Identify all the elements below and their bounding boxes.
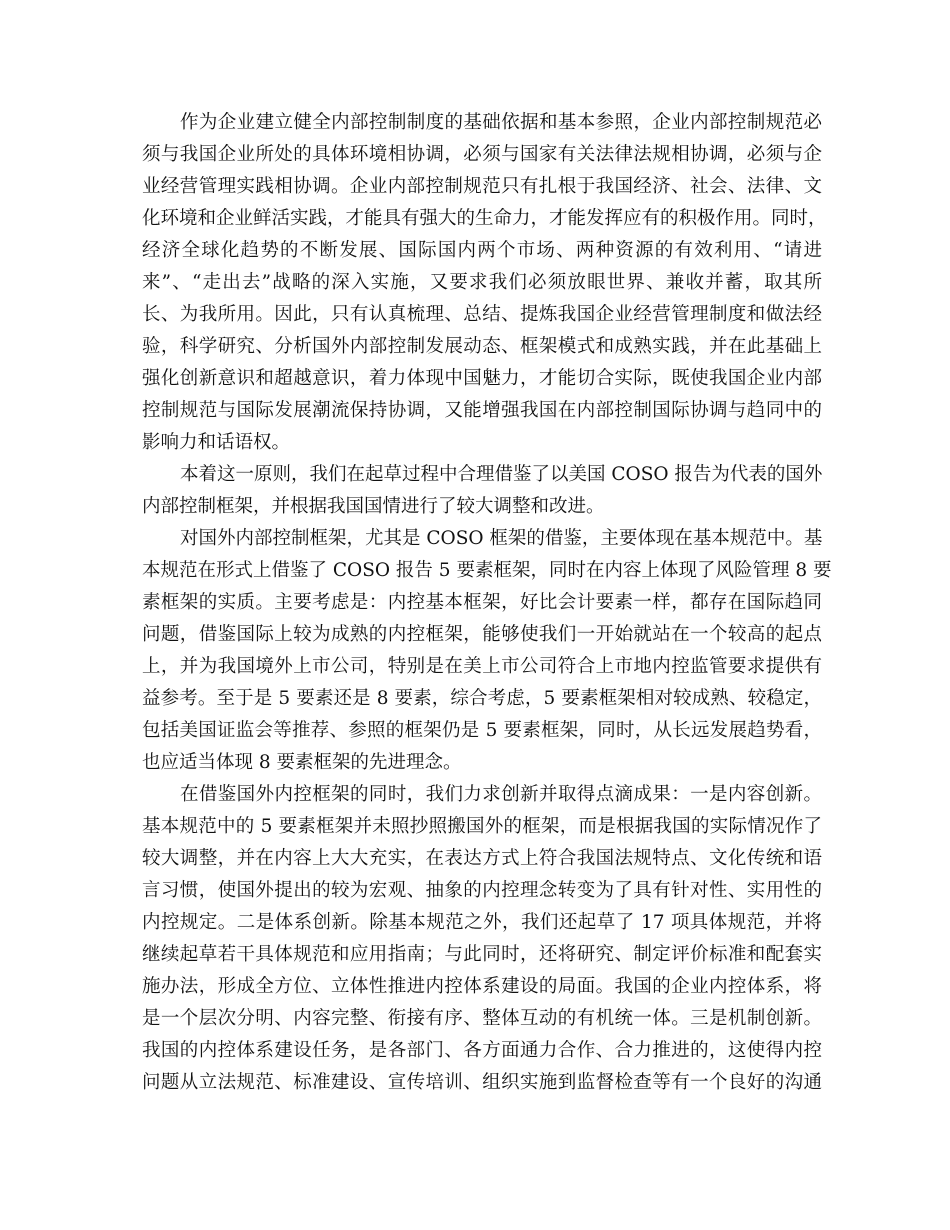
text-line: 我国的内控体系建设任务，是各部门、各方面通力合作、合力推进的，这使得内控 [142,1040,822,1061]
text-line: 来”、“走出去”战略的深入实施，又要求我们必须放眼世界、兼收并蓄，取其所 [142,272,822,293]
text-line: 内控规定。二是体系创新。除基本规范之外，我们还起草了 17 项具体规范，并将 [142,912,822,933]
text-line: 问题从立法规范、标准建设、宣传培训、组织实施到监督检查等有一个良好的沟通 [142,1072,822,1093]
text-line: 基本规范中的 5 要素框架并未照抄照搬国外的框架，而是根据我国的实际情况作了 [142,816,822,837]
text-line: 对国外内部控制框架，尤其是 COSO 框架的借鉴，主要体现在基本规范中。基 [180,528,823,549]
text-line: 是一个层次分明、内容完整、衔接有序、整体互动的有机统一体。三是机制创新。 [142,1008,822,1029]
text-line: 较大调整，并在内容上大大充实，在表达方式上符合我国法规特点、文化传统和语 [142,848,822,869]
text-line: 也应适当体现 8 要素框架的先进理念。 [142,752,462,773]
text-line: 验，科学研究、分析国外内部控制发展动态、框架模式和成熟实践，并在此基础上 [142,336,822,357]
text-line: 包括美国证监会等推荐、参照的框架仍是 5 要素框架，同时，从长远发展趋势看， [142,720,822,741]
text-line: 言习惯，使国外提出的较为宏观、抽象的内控理念转变为了具有针对性、实用性的 [142,880,822,901]
text-line: 作为企业建立健全内部控制制度的基础依据和基本参照，企业内部控制规范必 [180,112,822,133]
text-line: 经济全球化趋势的不断发展、国际国内两个市场、两种资源的有效利用、“请进 [142,240,822,261]
text-line: 业经营管理实践相协调。企业内部控制规范只有扎根于我国经济、社会、法律、文 [142,176,822,197]
paragraph [142,779,822,1099]
text-line: 施办法，形成全方位、立体性推进内控体系建设的局面。我国的企业内控体系，将 [142,976,822,997]
text-line: 在借鉴国外内控框架的同时，我们力求创新并取得点滴成果：一是内容创新。 [180,784,822,805]
text-line: 内部控制框架，并根据我国国情进行了较大调整和改进。 [142,496,605,517]
paragraph [142,459,822,523]
paragraph [142,523,832,779]
text-line: 素框架的实质。主要考虑是：内控基本框架，好比会计要素一样，都存在国际趋同 [142,592,822,613]
text-line: 化环境和企业鲜活实践，才能具有强大的生命力，才能发挥应有的积极作用。同时， [142,208,827,229]
text-line: 控制规范与国际发展潮流保持协调，又能增强我国在内部控制国际协调与趋同中的 [142,400,822,421]
text-line: 本规范在形式上借鉴了 COSO 报告 5 要素框架，同时在内容上体现了风险管理 8 要 [142,560,832,581]
document-body [142,107,832,1099]
paragraph [142,107,827,459]
text-line: 益参考。至于是 5 要素还是 8 要素，综合考虑，5 要素框架相对较成熟、较稳定， [142,688,822,709]
text-line: 上，并为我国境外上市公司，特别是在美上市公司符合上市地内控监管要求提供有 [142,656,822,677]
text-line: 本着这一原则，我们在起草过程中合理借鉴了以美国 COSO 报告为代表的国外 [180,464,823,485]
text-line: 影响力和话语权。 [142,432,291,453]
text-line: 长、为我所用。因此，只有认真梳理、总结、提炼我国企业经营管理制度和做法经 [142,304,822,325]
text-line: 继续起草若干具体规范和应用指南；与此同时，还将研究、制定评价标准和配套实 [142,944,822,965]
text-line: 强化创新意识和超越意识，着力体现中国魅力，才能切合实际，既使我国企业内部 [142,368,822,389]
text-line: 问题，借鉴国际上较为成熟的内控框架，能够使我们一开始就站在一个较高的起点 [142,624,822,645]
text-line: 须与我国企业所处的具体环境相协调，必须与国家有关法律法规相协调，必须与企 [142,144,822,165]
